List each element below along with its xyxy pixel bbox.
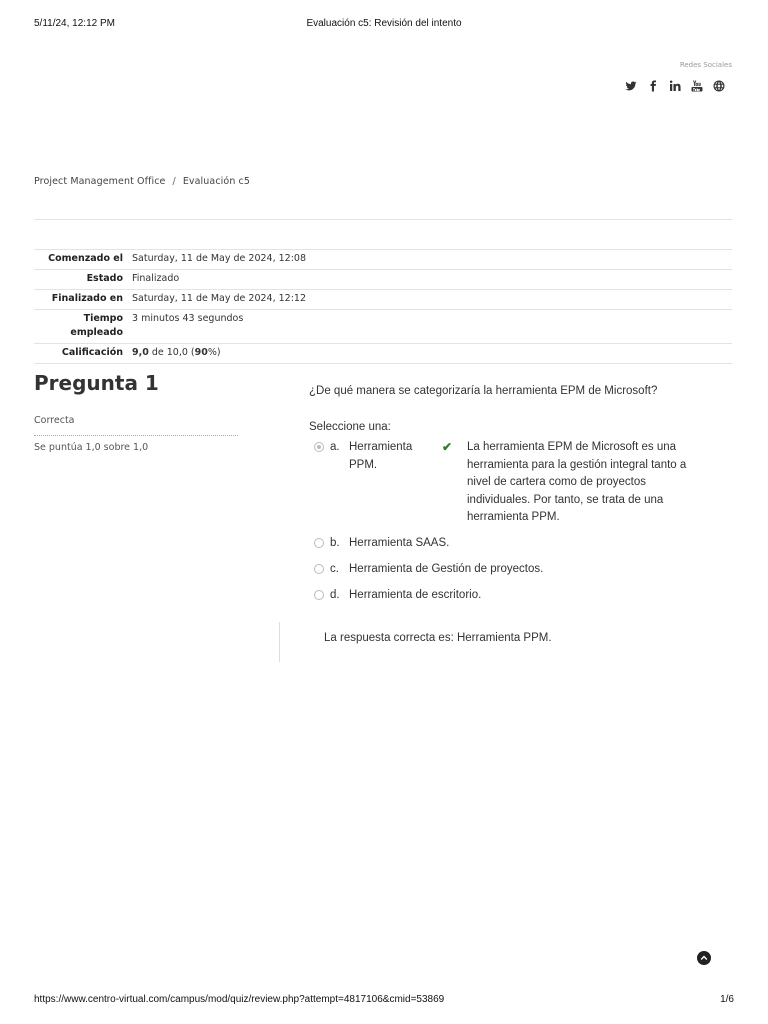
answer-text: Herramienta de Gestión de proyectos. xyxy=(349,563,544,575)
answer-text: Herramienta de escritorio. xyxy=(349,589,482,601)
linkedin-icon[interactable] xyxy=(664,78,686,94)
question-title: Pregunta 1 xyxy=(34,371,159,395)
radio-button[interactable] xyxy=(314,590,324,600)
breadcrumb-course-link[interactable]: Project Management Office xyxy=(34,176,166,187)
summary-row-started xyxy=(34,250,732,270)
radio-button[interactable] xyxy=(314,538,324,548)
answer-letter: d. xyxy=(330,589,340,601)
summary-label: Tiempo empleado xyxy=(70,313,123,338)
question-prompt: Seleccione una: xyxy=(309,421,391,433)
globe-icon[interactable] xyxy=(708,78,730,94)
summary-value xyxy=(128,344,225,363)
answer-letter: b. xyxy=(330,537,340,549)
answer-text: Herramienta PPM. xyxy=(349,441,413,471)
twitter-icon[interactable] xyxy=(620,78,642,94)
summary-label: Calificación xyxy=(61,347,123,358)
correct-check-icon: ✔ xyxy=(442,440,453,454)
attempt-summary-table xyxy=(34,249,732,364)
answer-letter: a. xyxy=(330,441,340,453)
scroll-to-top-button[interactable] xyxy=(697,951,711,965)
summary-label: Comenzado el xyxy=(48,253,123,264)
summary-value: Saturday, 11 de May de 2024, 12:12 xyxy=(132,293,307,304)
divider xyxy=(34,219,732,220)
summary-label: Finalizado en xyxy=(51,293,123,304)
print-page-number: 1/6 xyxy=(720,994,734,1005)
social-label: Redes Sociales xyxy=(679,61,732,69)
chevron-up-icon xyxy=(700,954,708,962)
outcome-divider xyxy=(279,622,280,662)
breadcrumb-separator: / xyxy=(172,176,176,187)
print-datetime: 5/11/24, 12:12 PM xyxy=(34,18,115,29)
grade-end: %) xyxy=(207,347,221,358)
answer-feedback: La herramienta EPM de Microsoft es una herramienta para la gestión integral tanto a nivel de cartera como de proyectos individuales. Por tanto, se trata de una herramienta PPM. xyxy=(467,441,687,523)
question-grade: Se puntúa 1,0 sobre 1,0 xyxy=(34,442,149,453)
correct-answer-text: La respuesta correcta es: Herramienta PPM. xyxy=(324,632,552,644)
breadcrumb-quiz-link[interactable]: Evaluación c5 xyxy=(182,176,251,187)
youtube-icon[interactable] xyxy=(686,78,708,94)
breadcrumb xyxy=(34,176,250,187)
summary-row-state xyxy=(34,270,732,290)
question-text: ¿De qué manera se categorizaría la herramienta EPM de Microsoft? xyxy=(309,385,658,397)
grade-percent: 90 xyxy=(194,347,208,358)
summary-value: Finalizado xyxy=(132,273,180,284)
facebook-icon[interactable] xyxy=(642,78,664,94)
summary-label: Estado xyxy=(86,273,123,284)
dotted-divider xyxy=(34,435,238,436)
social-links xyxy=(620,78,730,94)
summary-value: Saturday, 11 de May de 2024, 12:08 xyxy=(132,253,307,264)
print-header xyxy=(34,18,734,32)
grade-of-max: de 10,0 ( xyxy=(148,347,195,358)
summary-row-finished xyxy=(34,290,732,310)
print-document-title: Evaluación c5: Revisión del intento xyxy=(306,18,462,29)
grade-score: 9,0 xyxy=(132,347,149,358)
radio-button[interactable] xyxy=(314,564,324,574)
radio-button-checked[interactable] xyxy=(314,442,324,452)
question-state: Correcta xyxy=(34,415,75,426)
print-url: https://www.centro-virtual.com/campus/mod/quiz/review.php?attempt=4817106&cmid=53869 xyxy=(34,994,445,1005)
summary-row-grade xyxy=(34,344,732,364)
summary-value: 3 minutos 43 segundos xyxy=(132,313,244,324)
summary-row-time-taken xyxy=(34,310,732,344)
answer-letter: c. xyxy=(330,563,339,575)
answer-text: Herramienta SAAS. xyxy=(349,537,450,549)
